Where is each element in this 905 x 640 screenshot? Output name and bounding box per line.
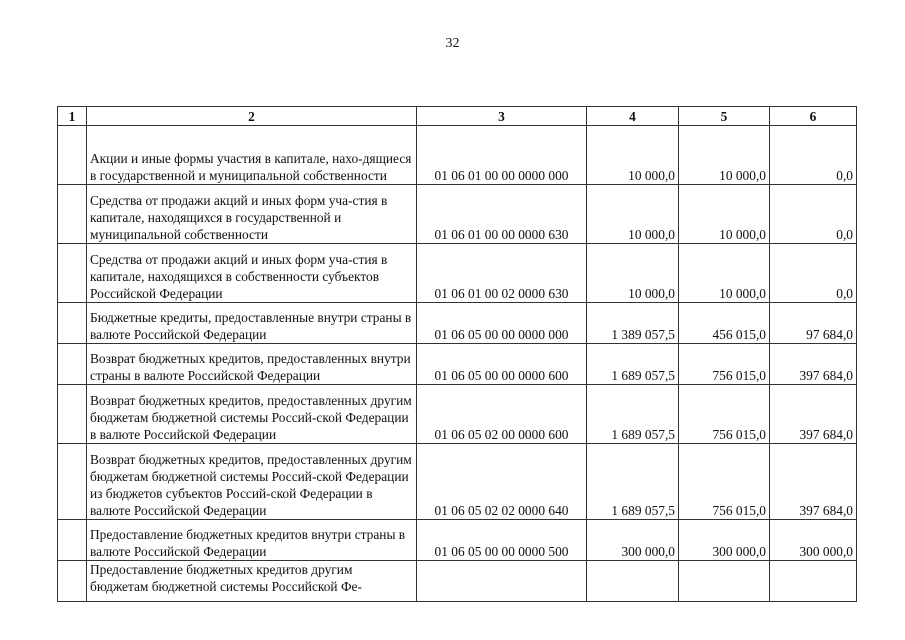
row-value-col6: 397 684,0 [770,385,857,444]
row-value-col5: 756 015,0 [679,385,770,444]
row-code-cell: 01 06 05 02 00 0000 600 [417,385,587,444]
column-header-1: 1 [58,107,87,126]
row-value-col6: 300 000,0 [770,520,857,561]
column-header-6: 6 [770,107,857,126]
row-index-cell [58,344,87,385]
row-code-cell: 01 06 05 00 00 0000 600 [417,344,587,385]
row-name-cell: Бюджетные кредиты, предоставленные внутри страны в валюте Российской Федерации [87,303,417,344]
row-name-cell: Предоставление бюджетных кредитов внутри страны в валюте Российской Федерации [87,520,417,561]
table-header-row [58,107,857,126]
table-row [58,344,857,385]
row-name-cell: Возврат бюджетных кредитов, предоставленных другим бюджетам бюджетной системы Россий-ской Федерации из бюджетов субъектов Россий-ской Федерации в валюте Российской Федерации [87,444,417,520]
row-code-cell: 01 06 01 00 00 0000 630 [417,185,587,244]
column-header-4: 4 [587,107,679,126]
row-name-cell: Средства от продажи акций и иных форм уча-стия в капитале, находящихся в собственности субъектов Российской Федерации [87,244,417,303]
row-value-col5 [679,561,770,602]
column-header-3: 3 [417,107,587,126]
budget-sources-table [57,106,857,602]
row-code-cell: 01 06 05 00 00 0000 500 [417,520,587,561]
row-value-col4: 10 000,0 [587,185,679,244]
table-row [58,520,857,561]
row-value-col4: 1 389 057,5 [587,303,679,344]
row-index-cell [58,303,87,344]
row-name-cell: Предоставление бюджетных кредитов другим бюджетам бюджетной системы Российской Фе- [87,561,417,602]
row-value-col6: 0,0 [770,185,857,244]
row-index-cell [58,561,87,602]
table-row [58,444,857,520]
row-code-cell: 01 06 05 02 02 0000 640 [417,444,587,520]
row-code-cell: 01 06 01 00 02 0000 630 [417,244,587,303]
column-header-5: 5 [679,107,770,126]
table-row [58,185,857,244]
row-value-col4: 1 689 057,5 [587,385,679,444]
table-row [58,244,857,303]
row-name-cell: Возврат бюджетных кредитов, предоставленных другим бюджетам бюджетной системы Россий-ской Федерации в валюте Российской Федерации [87,385,417,444]
row-value-col6 [770,561,857,602]
row-value-col5: 756 015,0 [679,344,770,385]
row-value-col6: 0,0 [770,126,857,185]
row-code-cell [417,561,587,602]
row-value-col4: 1 689 057,5 [587,444,679,520]
row-value-col5: 10 000,0 [679,244,770,303]
row-value-col4: 300 000,0 [587,520,679,561]
row-index-cell [58,385,87,444]
row-index-cell [58,444,87,520]
page-number: 32 [445,36,460,51]
table-row [58,126,857,185]
column-header-2: 2 [87,107,417,126]
row-value-col4: 10 000,0 [587,126,679,185]
table-row [58,385,857,444]
row-value-col5: 10 000,0 [679,185,770,244]
row-value-col4 [587,561,679,602]
row-value-col5: 756 015,0 [679,444,770,520]
row-value-col6: 397 684,0 [770,344,857,385]
row-code-cell: 01 06 01 00 00 0000 000 [417,126,587,185]
row-value-col6: 0,0 [770,244,857,303]
row-name-cell: Акции и иные формы участия в капитале, нахо-дящиеся в государственной и муниципальной собственности [87,126,417,185]
table-row [58,303,857,344]
row-index-cell [58,520,87,561]
row-code-cell: 01 06 05 00 00 0000 000 [417,303,587,344]
row-name-cell: Средства от продажи акций и иных форм уча-стия в капитале, находящихся в государственной и муниципальной собственности [87,185,417,244]
row-value-col5: 300 000,0 [679,520,770,561]
table-row [58,561,857,602]
row-index-cell [58,244,87,303]
row-value-col5: 10 000,0 [679,126,770,185]
row-name-cell: Возврат бюджетных кредитов, предоставленных внутри страны в валюте Российской Федерации [87,344,417,385]
row-index-cell [58,185,87,244]
row-index-cell [58,126,87,185]
row-value-col4: 10 000,0 [587,244,679,303]
row-value-col5: 456 015,0 [679,303,770,344]
row-value-col6: 97 684,0 [770,303,857,344]
row-value-col6: 397 684,0 [770,444,857,520]
row-value-col4: 1 689 057,5 [587,344,679,385]
